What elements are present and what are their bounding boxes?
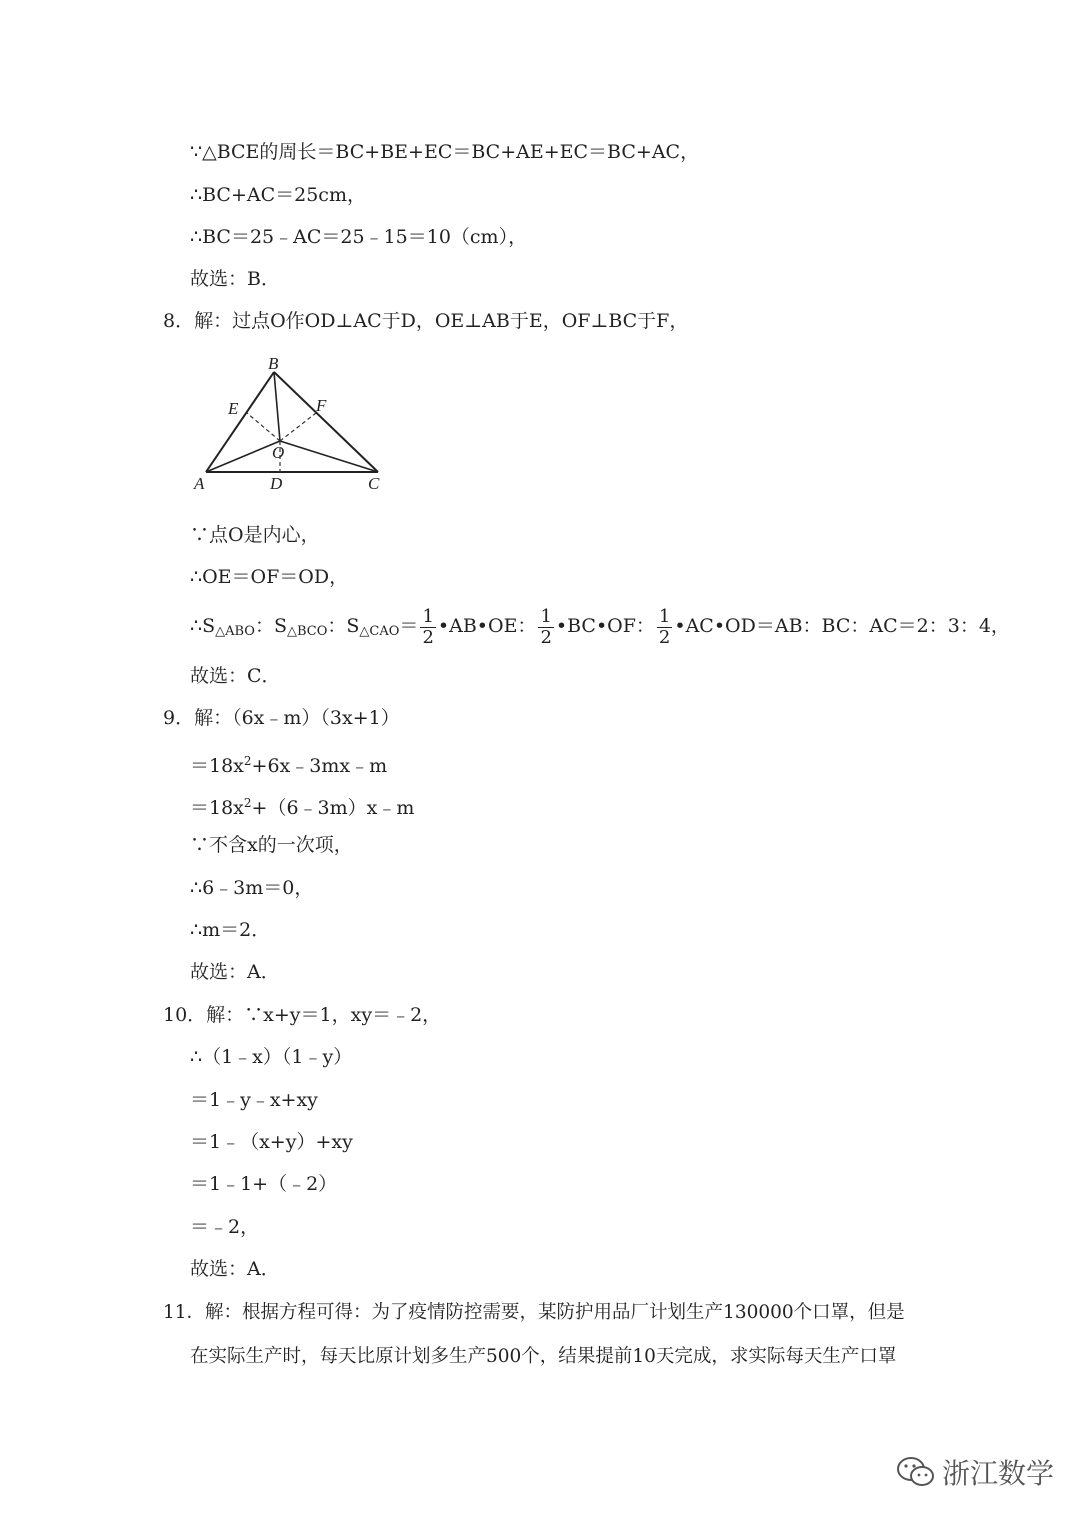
- text-line: 故选：A．: [190, 1258, 280, 1280]
- text-line: 在实际生产时，每天比原计划多生产500个，结果提前10天完成，求实际每天生产口罩: [190, 1346, 897, 1367]
- problem-8-heading: 8．解：过点O作OD⊥AC于D，OE⊥AB于E，OF⊥BC于F，: [163, 310, 689, 332]
- text-line: ∵不含x的一次项，: [190, 834, 353, 856]
- text-line: ∴m＝2．: [190, 919, 271, 941]
- segment-of: [280, 413, 316, 441]
- poly-line: $=18x^2+(6﹣3m)x﹣m$: [190, 796, 415, 819]
- area-ratio-line: $\therefore S_{\triangle ABO}$：$S_{\triangle BCO}$：$S_{\triangle CAO}=$ $\frac{1}{2}$ •AB•OE： $\frac{1}{2}$ •BC•OF： $\frac{1}{2}$ •AC•OD＝AB：BC：AC＝2：3：4，: [190, 605, 1010, 648]
- triangle-figure: [190, 355, 390, 495]
- label-b: B: [268, 355, 279, 373]
- label-e: E: [228, 399, 239, 418]
- text-line: ＝﹣2，: [190, 1216, 260, 1238]
- fraction-half: $\frac{1}{2}$: [540, 605, 552, 648]
- problem-11-heading: 11．解：根据方程可得：为了疫情防控需要，某防护用品厂计划生产130000个口罩，但是: [163, 1302, 905, 1323]
- text-line: 故选：A．: [190, 961, 280, 983]
- watermark-text: 浙江数学: [942, 1457, 1055, 1490]
- text-line: 故选：B．: [190, 268, 280, 290]
- fraction-half: $\frac{1}{2}$: [422, 605, 434, 648]
- label-o: O: [272, 443, 285, 462]
- fraction-half: $\frac{1}{2}$: [658, 605, 671, 648]
- problem-9-heading: 9．解：（6x﹣m）（3x+1）: [163, 707, 400, 729]
- label-f: F: [316, 396, 327, 415]
- text-line: ＝1﹣y﹣x+xy: [190, 1089, 318, 1111]
- text-line: ＝1﹣（x+y）+xy: [190, 1131, 353, 1153]
- text-line: ∴BC＝25﹣AC＝25﹣15＝10（cm），: [190, 226, 528, 248]
- side-bc: [274, 372, 378, 472]
- problem-10-heading: 10．解：∵x+y＝1，xy＝﹣2，: [163, 1004, 442, 1026]
- text-line: ＝1﹣1+（﹣2）: [190, 1173, 338, 1195]
- text-line: 故选：C．: [190, 665, 281, 687]
- wechat-icon: [896, 1455, 936, 1489]
- text-line: ∴OE＝OF＝OD，: [190, 566, 349, 588]
- label-d: D: [270, 474, 283, 493]
- segment-bo: [274, 372, 280, 441]
- label-c: C: [368, 474, 380, 493]
- text-line: ∴BC+AC＝25cm，: [190, 184, 366, 206]
- text-line: ∴6﹣3m＝0，: [190, 877, 314, 899]
- text-line: ∵△BCE的周长＝BC+BE+EC＝BC+AE+EC＝BC+AC，: [190, 141, 700, 163]
- text-line: ∴（1﹣x）（1﹣y）: [190, 1046, 353, 1068]
- segment-oe: [247, 413, 280, 441]
- watermark: [896, 1452, 1054, 1492]
- label-a: A: [194, 474, 205, 493]
- text-line: ∵点O是内心，: [190, 524, 320, 546]
- poly-line: $=18x^2+6x﹣3mx﹣m$: [190, 754, 388, 777]
